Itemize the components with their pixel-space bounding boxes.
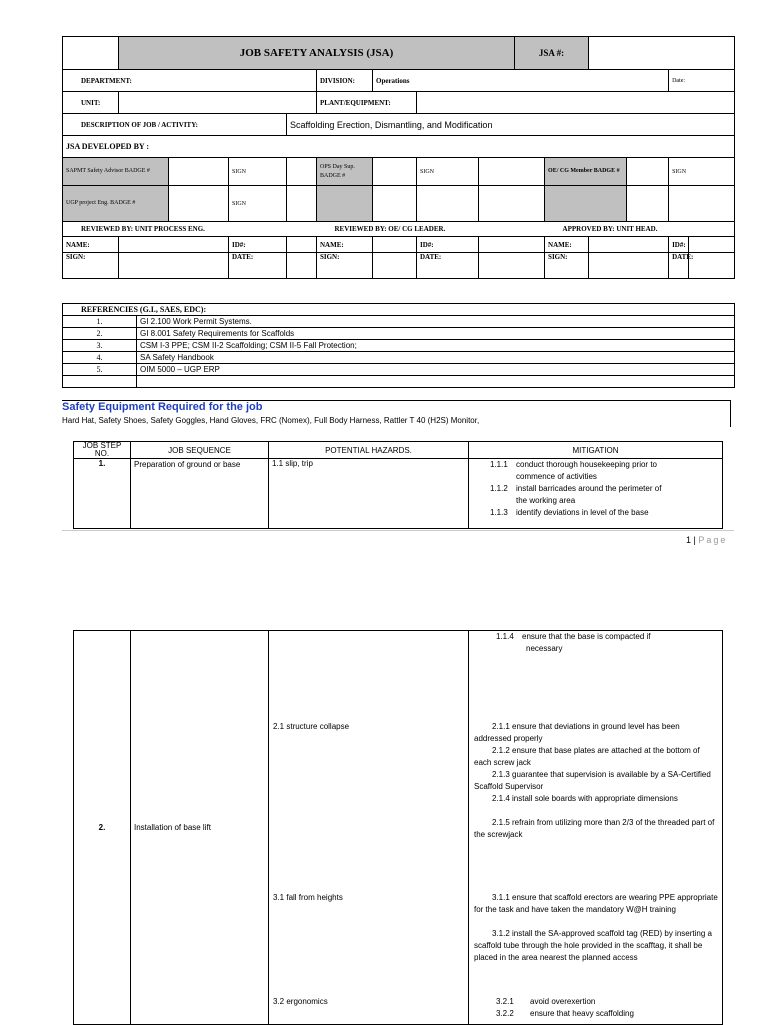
- sapmt-badge-value: [169, 158, 229, 186]
- mitigation-num: 1.1.1: [490, 460, 508, 469]
- jsa-number-label: JSA #:: [515, 37, 589, 70]
- empty-gray-cell: [317, 186, 373, 222]
- job-steps-table: [73, 441, 723, 529]
- reference-num: 4.: [63, 352, 137, 364]
- reviewer1-id-value: [287, 237, 317, 253]
- approved-unit-head-label: APPROVED BY: UNIT HEAD.: [545, 222, 735, 237]
- mitigation-text: avoid overexertion: [530, 997, 596, 1006]
- reviewer1-sign-label: SIGN:: [63, 253, 119, 279]
- jsa-developed-by-label: JSA DEVELOPED BY :: [63, 136, 735, 158]
- mitigation-3-1-1: 3.1.1 ensure that scaffold erectors are wearing PPE appropriate for the task and have taken the mandatory W@H training: [474, 893, 718, 914]
- mitigation-text-cont: commence of activities: [516, 472, 597, 481]
- reviewer2-date-value: [479, 253, 545, 279]
- reviewed-unit-process-label: REVIEWED BY: UNIT PROCESS ENG.: [63, 222, 317, 237]
- step-number: 2.: [74, 631, 131, 1025]
- mitigation-2-1-1: 2.1.1 ensure that deviations in ground level has been addressed properly: [474, 722, 680, 743]
- reviewer1-name-value: [119, 237, 229, 253]
- date-label: Date:: [669, 70, 735, 92]
- col-header-hazards: POTENTIAL HAZARDS.: [269, 442, 469, 459]
- page-number-value: 1: [686, 535, 692, 545]
- reviewer2-sign-label: SIGN:: [317, 253, 373, 279]
- ugp-sign-value: [287, 186, 317, 222]
- reference-text: OIM 5000 – UGP ERP: [137, 364, 735, 376]
- oe-badge-value: [627, 158, 669, 186]
- sapmt-sign-label: SIGN: [229, 158, 287, 186]
- col-header-sequence: JOB SEQUENCE: [131, 442, 269, 459]
- logo-cell: [63, 37, 119, 70]
- ugp-sign-label: SIGN: [229, 186, 287, 222]
- mitigation-2-1-2: 2.1.2 ensure that base plates are attached at the bottom of each screw jack: [474, 746, 700, 767]
- reviewer1-date-label: DATE:: [229, 253, 287, 279]
- references-title: REFERENCIES (G.I., SAES, EDC):: [63, 304, 735, 316]
- mitigation-2-1-3: 2.1.3 guarantee that supervision is available by a SA-Certified Scaffold Supervisor: [474, 770, 711, 791]
- step-mitigation: [469, 459, 723, 529]
- empty-cell: [373, 186, 417, 222]
- reference-num: 3.: [63, 340, 137, 352]
- reviewer2-date-label: DATE:: [417, 253, 479, 279]
- reviewer2-name-value: [373, 237, 417, 253]
- approver-date-label: DATE:: [669, 253, 689, 279]
- approver-name-value: [589, 237, 669, 253]
- hazard-2-1: 2.1 structure collapse: [273, 722, 350, 731]
- unit-label: UNIT:: [63, 92, 119, 114]
- step-number: 1.: [74, 459, 131, 529]
- approver-sign-label: SIGN:: [545, 253, 589, 279]
- page-number: [686, 535, 727, 545]
- col-header-step-no: JOB STEP NO.: [74, 442, 131, 459]
- reference-num: 1.: [63, 316, 137, 328]
- sapmt-advisor-label: SAPMT Safety Advisor BADGE #: [63, 158, 169, 186]
- approver-name-label: NAME:: [545, 237, 589, 253]
- division-label: DIVISION:: [317, 70, 373, 92]
- reference-text: GI 8.001 Safety Requirements for Scaffolds: [137, 328, 735, 340]
- reviewer1-sign-value: [119, 253, 229, 279]
- department-label: DEPARTMENT:: [63, 70, 317, 92]
- mitigation-text: install barricades around the perimeter of: [516, 484, 662, 493]
- oe-sign-label: SIGN: [669, 158, 735, 186]
- mitigation-2-1-5: 2.1.5 refrain from utilizing more than 2/3 of the threaded part of the screwjack: [474, 818, 715, 839]
- approver-id-label: ID#:: [669, 237, 689, 253]
- page-number-label: Page: [698, 535, 728, 545]
- safety-equipment-title: Safety Equipment Required for the job: [62, 401, 263, 413]
- mitigation-3-1-2: 3.1.2 install the SA-approved scaffold tag (RED) by inserting a scaffold tube through the hole provided in the scafftag, it shall be placed in the area nearest the planned access: [474, 929, 712, 962]
- empty-cell: [63, 376, 137, 388]
- mitigation-3-2-x: [496, 996, 716, 1020]
- empty-gray-cell: [545, 186, 627, 222]
- empty-cell: [669, 186, 735, 222]
- mitigation-text: ensure that the base is compacted if: [522, 632, 651, 641]
- empty-cell: [417, 186, 479, 222]
- references-table: [62, 303, 735, 388]
- mitigation-num: 3.2.2: [496, 1009, 514, 1018]
- reviewer2-id-value: [479, 237, 545, 253]
- col-header-mitigation: MITIGATION: [469, 442, 723, 459]
- reviewer1-name-label: NAME:: [63, 237, 119, 253]
- jsa-number-value: [589, 37, 735, 70]
- ugp-project-eng-label: UGP project Eng. BADGE #: [63, 186, 169, 222]
- reference-text: GI 2.100 Work Permit Systems.: [137, 316, 735, 328]
- mitigation-num: 1.1.4: [496, 632, 514, 641]
- hazard-3-1: 3.1 fall from heights: [273, 893, 343, 902]
- page-separator: [62, 530, 734, 531]
- reference-num: 2.: [63, 328, 137, 340]
- mitigation-text: conduct thorough housekeeping prior to: [516, 460, 657, 469]
- reviewer1-id-label: ID#:: [229, 237, 287, 253]
- ops-badge-value: [373, 158, 417, 186]
- mitigation-num: 1.1.3: [490, 508, 508, 517]
- reference-text: CSM I-3 PPE; CSM II-2 Scaffolding; CSM II-5 Fall Protection;: [137, 340, 735, 352]
- division-value: Operations: [373, 70, 669, 92]
- plant-equipment-value: [417, 92, 735, 114]
- empty-cell: [627, 186, 669, 222]
- plant-equipment-label: PLANT/EQUIPMENT:: [317, 92, 417, 114]
- step-sequence: Installation of base lift: [131, 631, 269, 1025]
- page-number-sep: |: [693, 535, 696, 545]
- approver-id-value: [689, 237, 735, 253]
- reviewer1-date-value: [287, 253, 317, 279]
- mitigation-text-cont: the working area: [516, 496, 576, 505]
- mitigation-text: identify deviations in level of the base: [516, 508, 649, 517]
- sapmt-sign-value: [287, 158, 317, 186]
- step-hazard: 1.1 slip, trip: [269, 459, 469, 529]
- table-row: [74, 459, 723, 529]
- ops-sign-label: SIGN: [417, 158, 479, 186]
- reference-text: SA Safety Handbook: [137, 352, 735, 364]
- reviewed-oe-cg-label: REVIEWED BY: OE/ CG LEADER.: [317, 222, 545, 237]
- oe-cg-member-label: OE/ CG Member BADGE #: [545, 158, 627, 186]
- ugp-badge-value: [169, 186, 229, 222]
- hazard-3-2: 3.2 ergonomics: [273, 997, 328, 1006]
- jsa-header-table: [62, 36, 735, 279]
- step-hazards-cell: [269, 631, 469, 1025]
- approver-sign-value: [589, 253, 669, 279]
- step-sequence: Preparation of ground or base: [131, 459, 269, 529]
- approver-date-value: [689, 253, 735, 279]
- reviewer2-name-label: NAME:: [317, 237, 373, 253]
- reference-num: 5.: [63, 364, 137, 376]
- jsa-title: JOB SAFETY ANALYSIS (JSA): [119, 37, 515, 70]
- safety-equipment-list: Hard Hat, Safety Shoes, Safety Goggles, Hand Gloves, FRC (Nomex), Full Body Harness, Rattler T 40 (H2S) Monitor,: [62, 416, 480, 425]
- unit-value: [119, 92, 317, 114]
- mitigation-2-1-4: 2.1.4 install sole boards with appropriate dimensions: [492, 794, 678, 803]
- ops-sign-value: [479, 158, 545, 186]
- mitigation-text-cont: necessary: [526, 644, 563, 653]
- mitigation-text: ensure that heavy scaffolding: [530, 1009, 634, 1018]
- mitigation-num: 3.2.1: [496, 997, 514, 1006]
- job-description-label: DESCRIPTION OF JOB / ACTIVITY:: [63, 114, 287, 136]
- reviewer2-id-label: ID#:: [417, 237, 479, 253]
- reviewer2-sign-value: [373, 253, 417, 279]
- ops-day-sup-label: OPS Day Sup. BADGE #: [317, 158, 373, 186]
- empty-cell: [479, 186, 545, 222]
- mitigation-1-1-4: [496, 631, 716, 655]
- mitigation-num: 1.1.2: [490, 484, 508, 493]
- job-description-value: Scaffolding Erection, Dismantling, and Modification: [287, 114, 735, 136]
- empty-cell: [137, 376, 735, 388]
